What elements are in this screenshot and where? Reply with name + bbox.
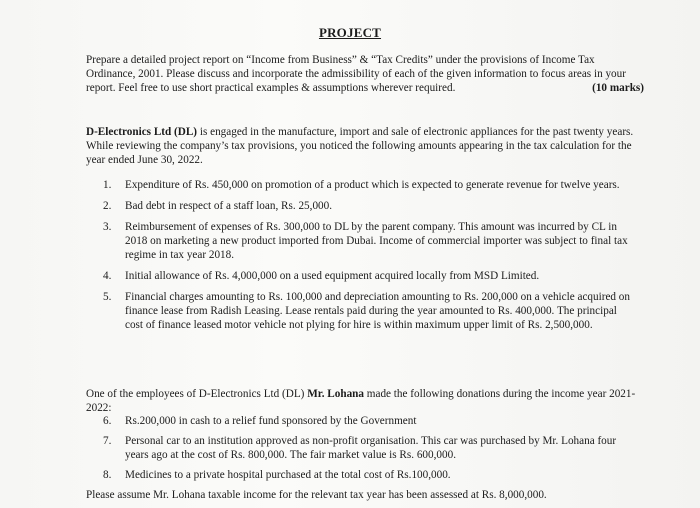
list-number: 4. bbox=[103, 270, 112, 282]
list-text: Medicines to a private hospital purchased at the total cost of Rs.100,000. bbox=[125, 469, 451, 481]
list-item bbox=[103, 468, 633, 482]
employee-paragraph bbox=[86, 387, 636, 415]
company-text: is engaged in the manufacture, import and sale of electronic appliances for the past twenty years. While reviewing the company’s tax provisions, you noticed the following amounts appearing in the tax calculation for the year ended June 30, 2022. bbox=[86, 126, 634, 166]
donation-list bbox=[103, 414, 633, 488]
company-name: D-Electronics Ltd (DL) bbox=[86, 126, 198, 138]
list-number: 6. bbox=[103, 415, 112, 427]
page-title: PROJECT bbox=[318, 25, 382, 40]
list-text: Personal car to an institution approved as non-profit organisation. This car was purchased by Mr. Lohana four years ago at the cost of Rs. 800,000. The fair market value is Rs. 600,000. bbox=[125, 435, 617, 461]
closing-paragraph: Please assume Mr. Lohana taxable income for the relevant tax year has been assessed at Rs. 8,000,000. bbox=[86, 489, 547, 501]
list-item bbox=[103, 269, 633, 283]
marks-label: (10 marks) bbox=[592, 82, 644, 94]
company-paragraph bbox=[86, 125, 636, 167]
employee-prefix: One of the employees of D-Electronics Ltd (DL) bbox=[86, 388, 308, 400]
list-text: Rs.200,000 in cash to a relief fund sponsored by the Government bbox=[125, 415, 417, 427]
list-number: 5. bbox=[103, 291, 112, 303]
list-text: Reimbursement of expenses of Rs. 300,000 to DL by the parent company. This amount was incurred by CL in 2018 on marketing a new product imported from Dubai. Income of commercial importer was subject to final tax regime in tax year 2018. bbox=[125, 221, 628, 261]
list-number: 7. bbox=[103, 435, 112, 447]
list-item bbox=[103, 290, 633, 332]
list-item bbox=[103, 178, 633, 192]
list-text: Bad debt in respect of a staff loan, Rs. 25,000. bbox=[125, 200, 333, 212]
list-item bbox=[103, 199, 633, 213]
list-number: 8. bbox=[103, 469, 112, 481]
employee-name: Mr. Lohana bbox=[307, 388, 364, 400]
list-item bbox=[103, 414, 633, 428]
list-item bbox=[103, 434, 633, 462]
list-number: 2. bbox=[103, 200, 112, 212]
expense-list bbox=[103, 178, 633, 339]
list-number: 3. bbox=[103, 221, 112, 233]
list-text: Financial charges amounting to Rs. 100,000 and depreciation amounting to Rs. 200,000 on a vehicle acquired on finance lease from Radish Leasing. Lease rentals paid during the year amounted to Rs. 400,000. The principal cost of finance leased motor vehicle not plying for hire is within maximum upper limit of Rs. 2,500,000. bbox=[125, 291, 630, 331]
list-text: Initial allowance of Rs. 4,000,000 on a used equipment acquired locally from MSD Limited. bbox=[125, 270, 540, 282]
list-text: Expenditure of Rs. 450,000 on promotion of a product which is expected to generate revenue for twelve years. bbox=[125, 179, 620, 191]
employee-suffix: made the following donations during the income year 2021-2022: bbox=[86, 388, 636, 414]
intro-text: Prepare a detailed project report on “Income from Business” & “Tax Credits” under the provisions of Income Tax Ordinance, 2001. Please discuss and incorporate the admissibility of each of the given information to focus areas in your report. Feel free to use short practical examples & assumptions wherever required. bbox=[86, 54, 626, 94]
intro-paragraph bbox=[86, 53, 644, 95]
list-number: 1. bbox=[103, 179, 112, 191]
list-item bbox=[103, 220, 633, 262]
